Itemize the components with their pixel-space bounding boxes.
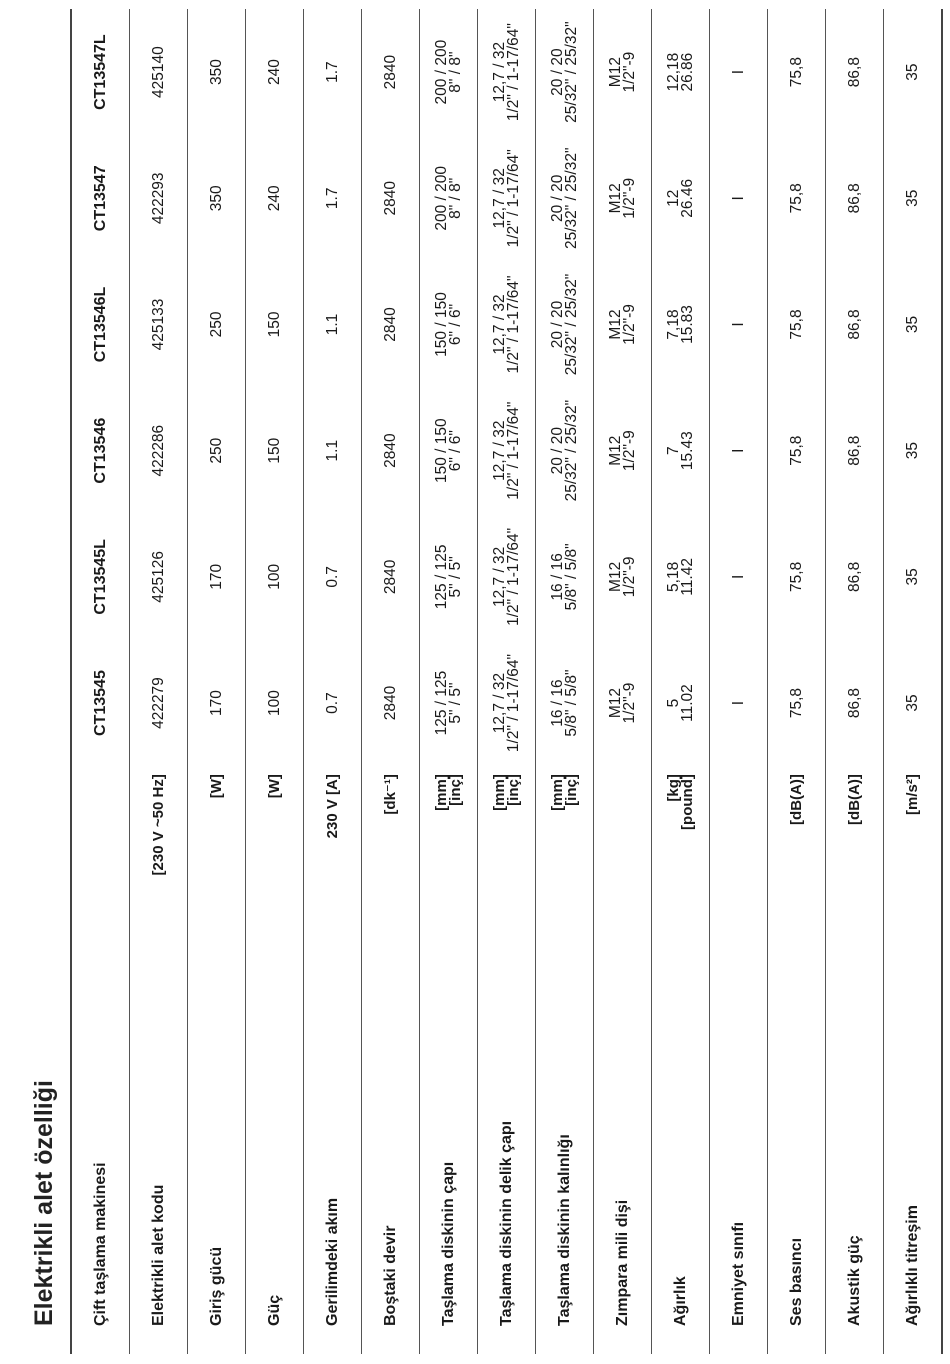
value-line: 1/2"-9 <box>620 51 638 93</box>
value-cell <box>710 135 768 261</box>
unit-line: [m/s²] <box>903 774 921 815</box>
value-line: 75,8 <box>787 57 805 88</box>
value-cell <box>130 640 188 766</box>
row-unit <box>768 766 826 961</box>
row-unit <box>536 766 594 961</box>
value-cell <box>420 261 478 387</box>
value-line: 6" / 6" <box>446 430 464 472</box>
value-line: 35 <box>903 694 921 712</box>
model-header: CT13547 <box>91 165 109 232</box>
value-line: 86,8 <box>845 687 863 719</box>
value-line: 200 / 200 <box>432 39 450 105</box>
value-line: 35 <box>903 315 921 334</box>
value-line: 2840 <box>381 54 399 90</box>
value-line: 150 / 150 <box>432 418 450 483</box>
value-cell <box>188 514 246 640</box>
value-cell <box>768 9 826 135</box>
unit-line: [mm] <box>432 774 450 811</box>
value-cell <box>536 514 594 640</box>
value-line: 12,7 / 32 <box>490 41 508 103</box>
row-unit <box>304 766 362 961</box>
value-cell <box>826 9 884 135</box>
page-title: Elektrikli alet özelliği <box>30 1080 58 1326</box>
value-line: I <box>729 700 747 706</box>
value-cell <box>536 135 594 261</box>
value-cell <box>420 9 478 135</box>
unit-line: [inç] <box>504 774 522 806</box>
value-line: 12,7 / 32 <box>490 672 508 734</box>
value-cell <box>246 261 304 387</box>
table-row <box>246 9 304 1354</box>
value-cell <box>130 135 188 261</box>
value-cell <box>826 261 884 387</box>
row-label: Zımpara mili dişi <box>613 1199 631 1326</box>
unit-line: [W] <box>207 774 225 799</box>
value-cell <box>652 135 710 261</box>
value-cell <box>362 261 420 387</box>
value-line: 7 <box>664 446 682 455</box>
value-cell <box>710 261 768 387</box>
value-cell <box>594 388 652 514</box>
unit-line: [dB(A)] <box>787 774 805 825</box>
value-cell <box>768 388 826 514</box>
model-header: CT13546 <box>91 417 109 484</box>
value-cell <box>188 135 246 261</box>
table-row <box>652 9 710 1354</box>
value-line: 240 <box>265 185 283 212</box>
value-line: 20 / 20 <box>548 426 566 475</box>
value-cell <box>710 514 768 640</box>
value-cell <box>362 135 420 261</box>
value-line: 170 <box>207 563 225 590</box>
value-cell <box>188 388 246 514</box>
table-row <box>710 9 768 1354</box>
value-line: 15.83 <box>678 305 696 344</box>
value-line: 250 <box>207 437 225 464</box>
row-unit <box>652 766 710 961</box>
row-unit <box>362 766 420 961</box>
table-row <box>884 9 943 1354</box>
value-cell <box>478 135 536 261</box>
value-line: 26.46 <box>678 178 696 218</box>
value-cell <box>304 9 362 135</box>
value-line: 240 <box>265 59 283 86</box>
value-line: 150 <box>265 437 283 464</box>
row-label: Giriş gücü <box>207 1246 225 1326</box>
model-header: CT13546L <box>91 286 109 363</box>
value-cell <box>420 135 478 261</box>
model-header: CT13547L <box>91 34 109 110</box>
value-cell <box>536 640 594 766</box>
value-cell <box>594 9 652 135</box>
value-line: 2840 <box>381 685 399 721</box>
model-header: CT13545L <box>91 539 109 615</box>
value-line: 8" / 8" <box>446 51 464 93</box>
value-cell <box>362 640 420 766</box>
unit-line: [W] <box>265 774 283 799</box>
value-line: 200 / 200 <box>432 165 450 231</box>
unit-line: [mm] <box>548 774 566 811</box>
value-line: 1/2" / 1-17/64" <box>504 275 522 374</box>
value-line: 25/32" / 25/32" <box>562 399 580 502</box>
row-unit <box>826 766 884 961</box>
row-label: Akustik güç <box>845 1235 863 1326</box>
value-line: 1/2" / 1-17/64" <box>504 401 522 500</box>
value-line: 1/2"-9 <box>620 177 638 219</box>
value-cell <box>304 135 362 261</box>
table-row <box>826 9 884 1354</box>
value-line: 125 / 125 <box>432 544 450 610</box>
table-row <box>478 9 536 1354</box>
value-cell <box>188 640 246 766</box>
value-cell <box>884 9 943 135</box>
value-line: 350 <box>207 59 225 86</box>
value-line: 6" / 6" <box>446 303 464 346</box>
row-label: Taşlama diskinin delik çapı <box>497 1120 515 1326</box>
value-line: 422279 <box>149 677 167 729</box>
value-line: 0.7 <box>323 566 341 588</box>
value-line: 16 / 16 <box>548 553 566 601</box>
row-unit <box>710 766 768 961</box>
value-line: 86,8 <box>845 57 863 88</box>
value-line: 12,7 / 32 <box>490 168 508 229</box>
value-line: 1/2"-9 <box>620 430 638 472</box>
table-row <box>536 9 594 1354</box>
value-line: 1/2" / 1-17/64" <box>504 527 522 626</box>
value-line: 2840 <box>381 559 399 595</box>
value-cell <box>768 261 826 387</box>
row-label: Ağırlık <box>671 1276 689 1326</box>
value-line: 75,8 <box>787 687 805 719</box>
value-cell <box>304 388 362 514</box>
value-line: 5 <box>664 698 682 708</box>
value-cell <box>710 388 768 514</box>
unit-line: [inç] <box>562 774 580 806</box>
value-line: 100 <box>265 563 283 590</box>
value-line: 422286 <box>149 424 167 477</box>
value-cell <box>130 388 188 514</box>
value-cell <box>826 388 884 514</box>
value-line: 0.7 <box>323 692 341 714</box>
value-line: 12,7 / 32 <box>490 546 508 608</box>
value-line: 11.42 <box>678 558 696 596</box>
value-line: 20 / 20 <box>548 174 566 222</box>
value-line: 25/32" / 25/32" <box>562 147 580 250</box>
value-line: 75,8 <box>787 183 805 214</box>
unit-line: [kg] <box>664 774 682 802</box>
value-line: 86,8 <box>845 435 863 466</box>
value-line: 1/2"-9 <box>620 682 638 724</box>
header-row <box>71 9 130 1354</box>
value-line: 86,8 <box>845 309 863 340</box>
value-cell <box>246 514 304 640</box>
machine-label: Çift taşlama makinesi <box>91 1162 109 1326</box>
row-unit <box>884 766 943 961</box>
value-line: M12 <box>606 561 624 592</box>
value-line: 7,18 <box>664 309 682 340</box>
value-cell <box>420 388 478 514</box>
value-cell <box>652 640 710 766</box>
value-line: 86,8 <box>845 561 863 592</box>
value-line: 1/2"-9 <box>620 304 638 345</box>
value-line: 26.86 <box>678 52 696 92</box>
value-cell <box>826 135 884 261</box>
value-cell <box>884 514 943 640</box>
value-cell <box>594 514 652 640</box>
value-line: 16 / 16 <box>548 679 566 727</box>
spec-table <box>70 9 943 1354</box>
value-line: 2840 <box>381 181 399 216</box>
value-cell <box>246 135 304 261</box>
value-line: 25/32" / 25/32" <box>562 21 580 123</box>
value-line: 422293 <box>149 172 167 225</box>
unit-header <box>71 766 130 961</box>
value-cell <box>246 9 304 135</box>
value-line: 425126 <box>149 551 167 603</box>
value-line: 5" / 5" <box>446 556 464 598</box>
value-cell <box>768 640 826 766</box>
value-cell <box>188 261 246 387</box>
value-cell <box>130 261 188 387</box>
value-line: 12,7 / 32 <box>490 420 508 481</box>
value-line: M12 <box>606 309 624 340</box>
value-cell <box>768 514 826 640</box>
row-unit <box>188 766 246 961</box>
unit-line: [pound] <box>678 774 696 830</box>
value-cell <box>478 261 536 387</box>
table-row <box>304 9 362 1354</box>
row-label: Ses basıncı <box>787 1237 805 1326</box>
value-line: 5,18 <box>664 561 682 592</box>
row-unit <box>478 766 536 961</box>
value-line: M12 <box>606 183 624 214</box>
value-line: 150 / 150 <box>432 292 450 357</box>
unit-line: [mm] <box>490 774 508 811</box>
value-cell <box>536 9 594 135</box>
value-cell <box>478 388 536 514</box>
value-line: 35 <box>903 189 921 207</box>
table-row <box>130 9 188 1354</box>
value-cell <box>246 388 304 514</box>
value-cell <box>710 640 768 766</box>
value-line: 425140 <box>149 46 167 98</box>
row-unit <box>420 766 478 961</box>
value-line: M12 <box>606 435 624 466</box>
value-cell <box>652 261 710 387</box>
value-cell <box>768 135 826 261</box>
table-row <box>188 9 246 1354</box>
table-row <box>420 9 478 1354</box>
value-line: 1.1 <box>323 439 341 462</box>
value-line: 1.7 <box>323 61 341 83</box>
value-line: 5" / 5" <box>446 682 464 724</box>
value-line: 150 <box>265 311 283 338</box>
value-line: 100 <box>265 690 283 716</box>
value-line: 12,7 / 32 <box>490 294 508 355</box>
value-line: 250 <box>207 311 225 338</box>
value-cell <box>420 640 478 766</box>
table-row <box>362 9 420 1354</box>
value-cell <box>362 9 420 135</box>
value-cell <box>652 388 710 514</box>
row-label: Boştaki devir <box>381 1225 399 1326</box>
row-label: Taşlama diskinin çapı <box>439 1161 457 1326</box>
value-line: I <box>729 69 747 75</box>
value-cell <box>884 640 943 766</box>
row-label: Gerilimdeki akım <box>323 1197 341 1326</box>
value-line: I <box>729 574 747 580</box>
value-line: 35 <box>903 63 921 81</box>
unit-line: [dk⁻¹] <box>381 774 399 815</box>
value-cell <box>884 261 943 387</box>
value-line: 2840 <box>381 307 399 342</box>
value-line: 20 / 20 <box>548 300 566 349</box>
value-line: 12,18 <box>664 52 682 92</box>
value-line: 75,8 <box>787 435 805 466</box>
value-cell <box>710 9 768 135</box>
value-cell <box>478 9 536 135</box>
value-line: 350 <box>207 185 225 212</box>
value-line: 20 / 20 <box>548 48 566 96</box>
value-line: 1/2"-9 <box>620 556 638 598</box>
value-line: 170 <box>207 690 225 716</box>
value-line: 25/32" / 25/32" <box>562 273 580 376</box>
value-cell <box>652 9 710 135</box>
value-cell <box>826 640 884 766</box>
row-label: Elektrikli alet kodu <box>149 1184 167 1326</box>
row-label: Güç <box>265 1294 283 1326</box>
table-row <box>594 9 652 1354</box>
value-line: 5/8" / 5/8" <box>562 543 580 611</box>
value-cell <box>884 135 943 261</box>
row-label: Taşlama diskinin kalınlığı <box>555 1134 573 1326</box>
value-line: 75,8 <box>787 309 805 340</box>
value-cell <box>536 261 594 387</box>
value-line: M12 <box>606 57 624 88</box>
value-cell <box>652 514 710 640</box>
value-cell <box>594 640 652 766</box>
value-cell <box>826 514 884 640</box>
value-line: 86,8 <box>845 183 863 214</box>
value-cell <box>594 135 652 261</box>
row-unit <box>130 766 188 961</box>
value-line: 75,8 <box>787 561 805 592</box>
value-line: 8" / 8" <box>446 177 464 219</box>
value-line: I <box>729 448 747 453</box>
value-cell <box>304 640 362 766</box>
unit-line: [inç] <box>446 774 464 806</box>
value-cell <box>536 388 594 514</box>
value-line: 35 <box>903 568 921 586</box>
value-line: 2840 <box>381 433 399 468</box>
value-line: 1.1 <box>323 313 341 336</box>
row-unit <box>594 766 652 961</box>
value-line: 1/2" / 1-17/64" <box>504 23 522 122</box>
value-line: I <box>729 322 747 327</box>
value-cell <box>478 514 536 640</box>
unit-line: 230 V [A] <box>323 774 341 839</box>
value-line: 15.43 <box>678 431 696 471</box>
value-line: M12 <box>606 687 624 719</box>
value-line: I <box>729 196 747 201</box>
value-cell <box>246 640 304 766</box>
value-cell <box>188 9 246 135</box>
spec-table-body <box>71 9 942 1354</box>
value-line: 425133 <box>149 298 167 351</box>
value-line: 1/2" / 1-17/64" <box>504 149 522 248</box>
value-cell <box>594 261 652 387</box>
row-label: Ağırlıklı titreşim <box>903 1205 921 1326</box>
value-cell <box>420 514 478 640</box>
value-line: 35 <box>903 442 921 460</box>
value-line: 11.02 <box>678 684 696 722</box>
value-cell <box>304 514 362 640</box>
value-cell <box>362 514 420 640</box>
unit-line: [dB(A)] <box>845 774 863 825</box>
value-cell <box>130 514 188 640</box>
value-cell <box>478 640 536 766</box>
value-line: 1.7 <box>323 187 341 210</box>
row-unit <box>246 766 304 961</box>
value-line: 125 / 125 <box>432 670 450 736</box>
value-cell <box>130 9 188 135</box>
value-line: 12 <box>664 189 682 207</box>
value-line: 1/2" / 1-17/64" <box>504 654 522 753</box>
unit-line: [230 V ~50 Hz] <box>149 774 167 876</box>
model-header: CT13545 <box>91 670 109 736</box>
value-cell <box>884 388 943 514</box>
table-row <box>768 9 826 1354</box>
row-label: Emniyet sınıfı <box>729 1221 747 1326</box>
value-cell <box>304 261 362 387</box>
value-line: 5/8" / 5/8" <box>562 669 580 737</box>
value-cell <box>362 388 420 514</box>
